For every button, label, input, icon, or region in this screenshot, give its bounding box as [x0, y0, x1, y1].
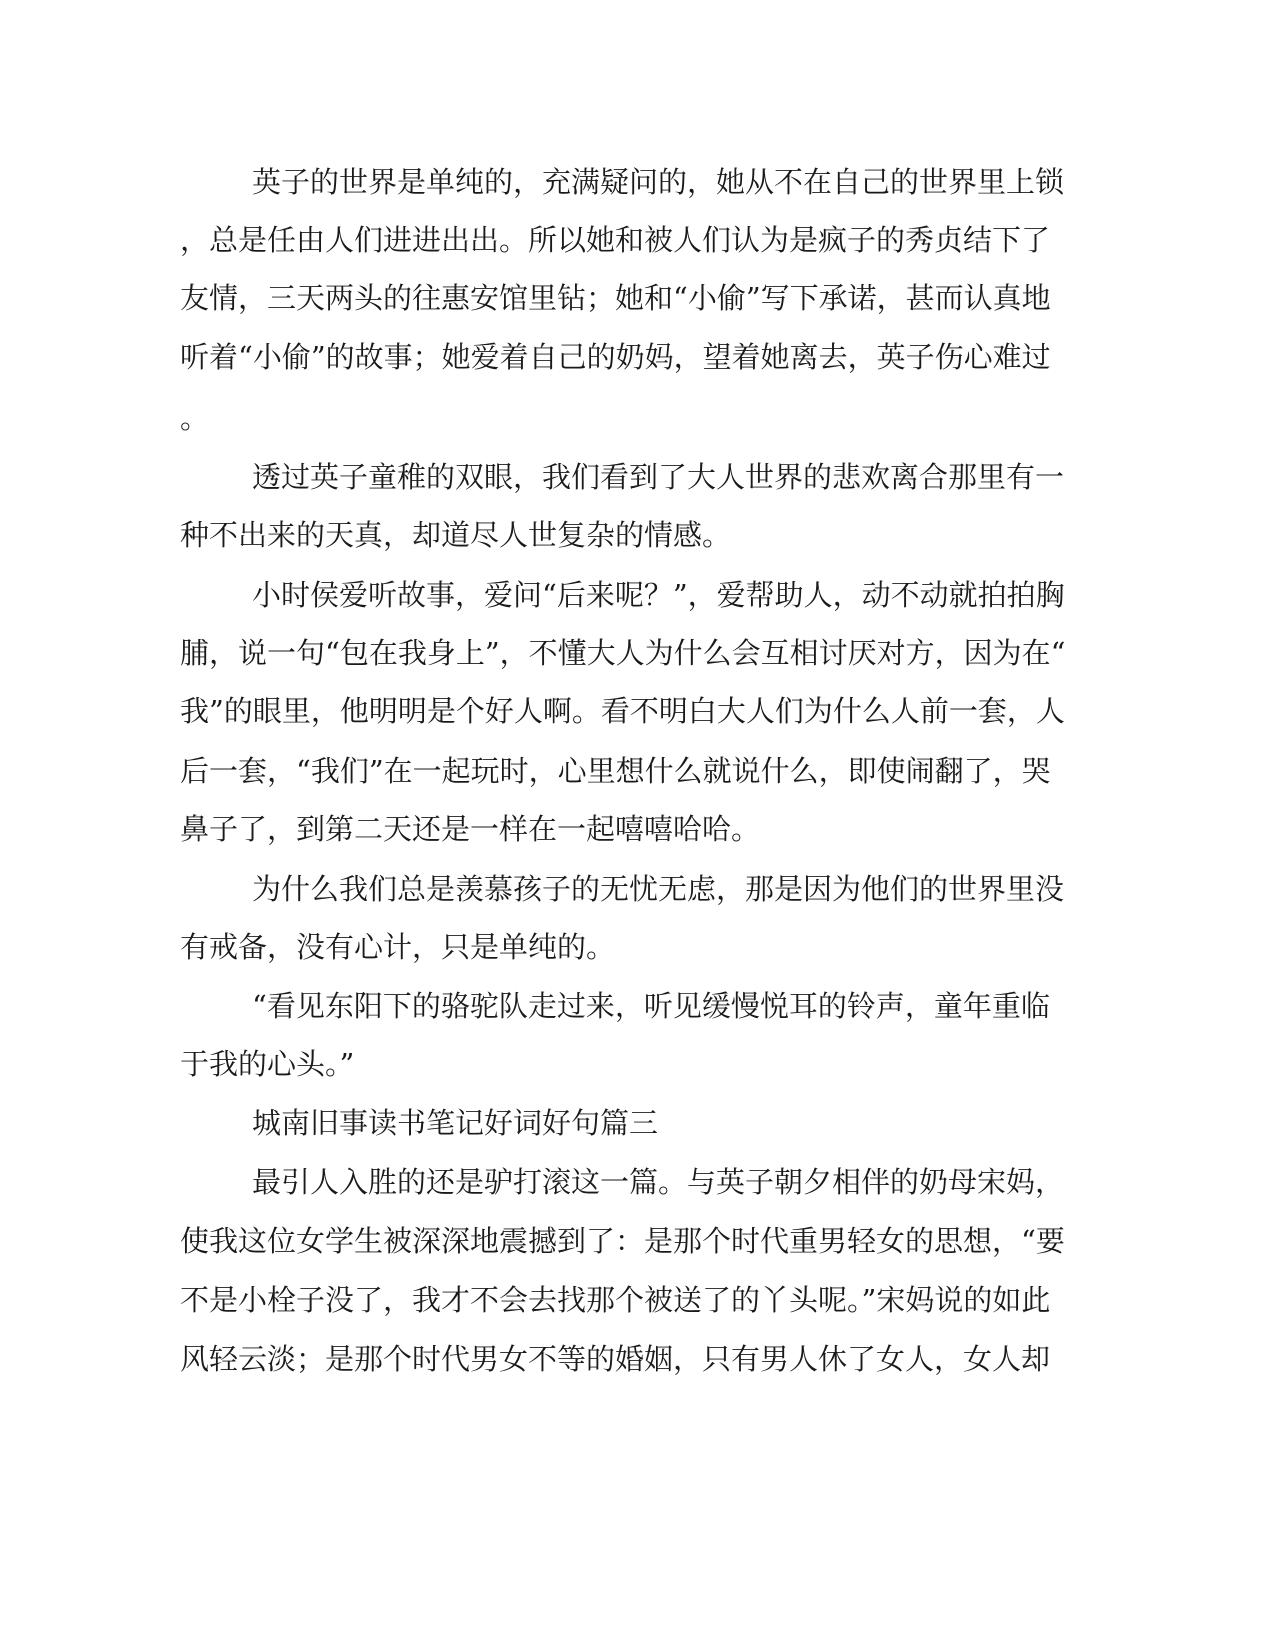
text-line: “看见东阳下的骆驼队走过来，听见缓慢悦耳的铃声，童年重临 — [252, 989, 1050, 1023]
text-line: 不是小栓子没了，我才不会去找那个被送了的丫头呢。”宋妈说的如此 — [180, 1283, 1051, 1317]
text-line: 种不出来的天真，却道尽人世复杂的情感。 — [180, 518, 732, 552]
text-line: 风轻云淡；是那个时代男女不等的婚姻，只有男人休了女人，女人却 — [180, 1342, 1051, 1376]
text-line: 我”的眼里，他明明是个好人啊。看不明白大人们为什么人前一套，人 — [180, 694, 1065, 728]
text-line: 于我的心头。” — [180, 1047, 355, 1081]
text-line: 鼻子了，到第二天还是一样在一起嘻嘻哈哈。 — [180, 812, 761, 846]
text-line: 脯，说一句“包在我身上”，不懂大人为什么会互相讨厌对方，因为在“ — [180, 636, 1066, 670]
text-line: 使我这位女学生被深深地震撼到了：是那个时代重男轻女的思想，“要 — [180, 1224, 1065, 1258]
text-line: 小时侯爱听故事，爱问“后来呢？”，爱帮助人，动不动就拍拍胸 — [252, 578, 1065, 612]
text-line: 透过英子童稚的双眼，我们看到了大人世界的悲欢离合那里有一 — [252, 460, 1065, 494]
text-line: 听着“小偷”的故事；她爱着自己的奶妈，望着她离去，英子伤心难过 — [180, 340, 1051, 374]
text-line: 后一套，“我们”在一起玩时，心里想什么就说什么，即使闹翻了，哭 — [180, 754, 1051, 788]
text-line: 为什么我们总是羡慕孩子的无忧无虑，那是因为他们的世界里没 — [252, 872, 1065, 906]
section-heading: 城南旧事读书笔记好词好句篇三 — [252, 1106, 659, 1140]
text-line: 友情，三天两头的往惠安馆里钻；她和“小偷”写下承诺，甚而认真地 — [180, 281, 1051, 315]
text-line: ，总是任由人们进进出出。所以她和被人们认为是疯子的秀贞结下了 — [180, 223, 1051, 257]
text-line: 有戒备，没有心计，只是单纯的。 — [180, 930, 616, 964]
text-line: 最引人入胜的还是驴打滚这一篇。与英子朝夕相伴的奶母宋妈， — [252, 1165, 1065, 1199]
text-line: 英子的世界是单纯的，充满疑问的，她从不在自己的世界里上锁 — [252, 165, 1065, 199]
text-line: 。 — [180, 401, 210, 435]
